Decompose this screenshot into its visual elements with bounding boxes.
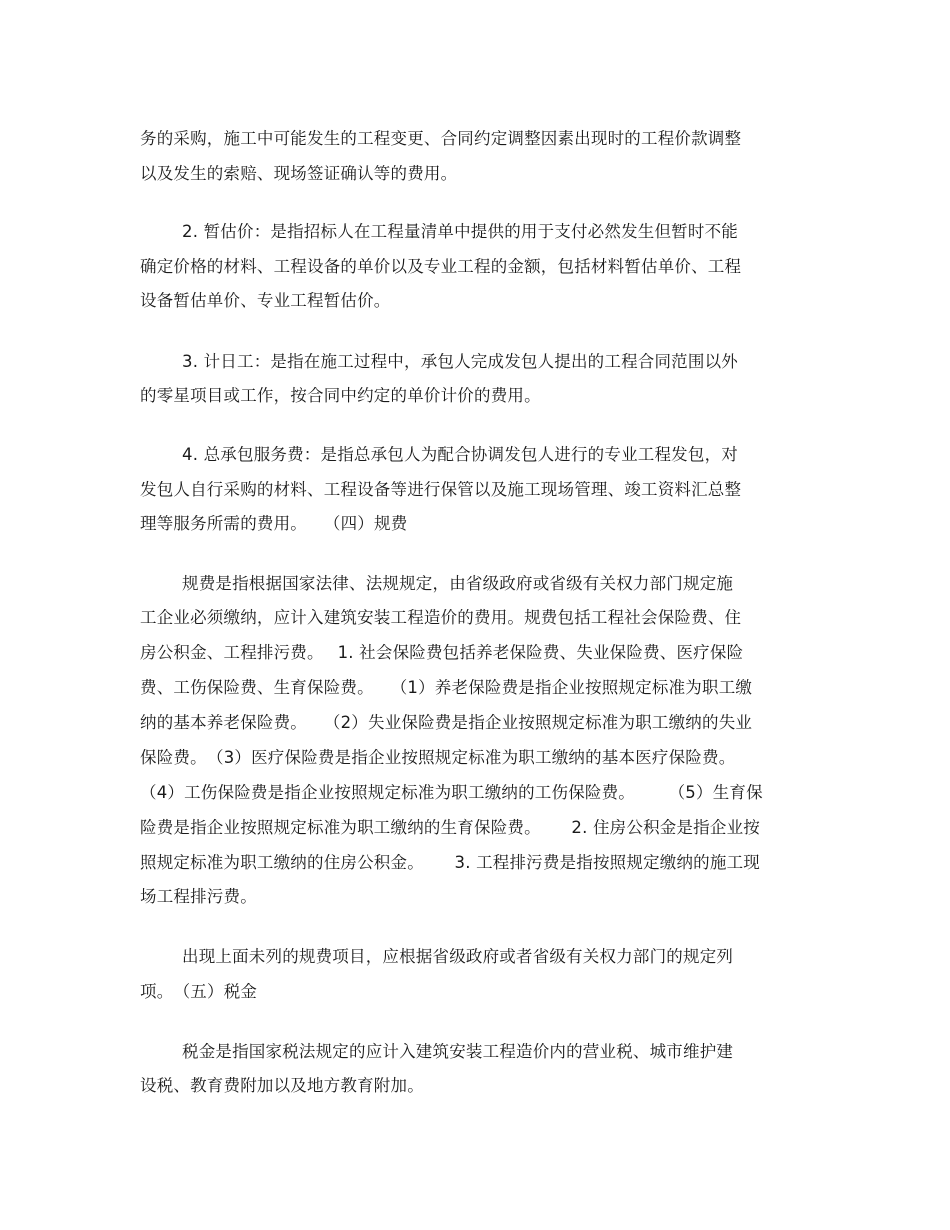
text-line: 出现上面未列的规费项目，应根据省级政府或者省级有关权力部门的规定列 [182, 947, 734, 966]
text-line: 费、工伤保险费、生育保险费。 （1）养老保险费是指企业按照规定标准为职工缴 [140, 678, 753, 697]
text-line: 以及发生的索赔、现场签证确认等的费用。 [140, 164, 458, 183]
text-line: 保险费。 （3）医疗保险费是指企业按照规定标准为职工缴纳的基本医疗保险费。 [140, 748, 736, 767]
text-line: 险费是指企业按照规定标准为职工缴纳的生育保险费。 2. 住房公积金是指企业按 [140, 818, 760, 837]
text-line: 4. 总承包服务费：是指总承包人为配合协调发包人进行的专业工程发包，对 [182, 445, 738, 464]
text-line: 2. 暂估价：是指招标人在工程量清单中提供的用于支付必然发生但暂时不能 [182, 222, 738, 241]
text-line: 发包人自行采购的材料、工程设备等进行保管以及施工现场管理、竣工资料汇总整 [140, 480, 742, 499]
text-line: 场工程排污费。 [140, 887, 257, 906]
text-line: 项。 （五）税金 [140, 982, 258, 1001]
text-line: 纳的基本养老保险费。 （2）失业保险费是指企业按照规定标准为职工缴纳的失业 [140, 713, 753, 732]
text-line: 务的采购，施工中可能发生的工程变更、合同约定调整因素出现时的工程价款调整 [140, 129, 742, 148]
text-line: 工企业必须缴纳，应计入建筑安装工程造价的费用。规费包括工程社会保险费、住 [140, 608, 742, 627]
text-line: 照规定标准为职工缴纳的住房公积金。 3. 工程排污费是指按照规定缴纳的施工现 [140, 853, 760, 872]
text-line: （4）工伤保险费是指企业按照规定标准为职工缴纳的工伤保险费。 （5）生育保 [140, 783, 763, 802]
text-line: 规费是指根据国家法律、法规规定，由省级政府或省级有关权力部门规定施 [182, 574, 734, 593]
text-line: 税金是指国家税法规定的应计入建筑安装工程造价内的营业税、城市维护建 [182, 1042, 734, 1061]
text-line: 确定价格的材料、工程设备的单价以及专业工程的金额，包括材料暂估单价、工程 [140, 257, 742, 276]
text-line: 设备暂估单价、专业工程暂估价。 [140, 291, 391, 310]
text-line: 3. 计日工：是指在施工过程中，承包人完成发包人提出的工程合同范围以外 [182, 352, 738, 371]
text-line: 设税、教育费附加以及地方教育附加。 [140, 1076, 424, 1095]
text-line: 的零星项目或工作，按合同中约定的单价计价的费用。 [140, 386, 541, 405]
text-line: 理等服务所需的费用。 （四）规费 [140, 514, 408, 533]
text-line: 房公积金、工程排污费。 1. 社会保险费包括养老保险费、失业保险费、医疗保险 [140, 643, 744, 662]
